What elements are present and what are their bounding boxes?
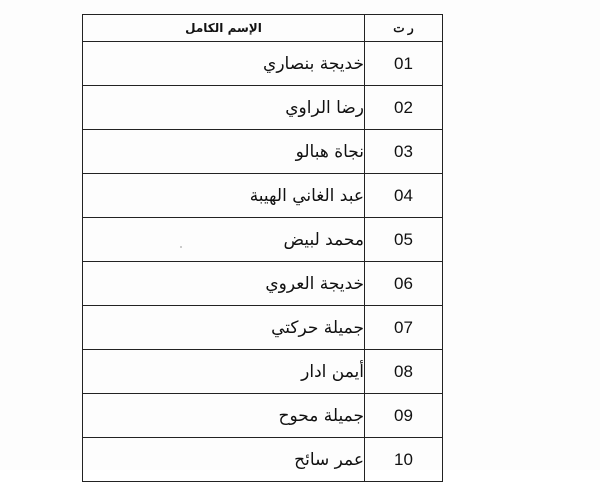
table-row [83, 130, 443, 174]
row-full-name: نجاة هبالو [83, 130, 365, 174]
column-header-number: ر ت [365, 15, 443, 42]
row-number: 08 [365, 350, 443, 394]
row-full-name: محمد لبيض [83, 218, 365, 262]
row-number: 09 [365, 394, 443, 438]
scan-speck [180, 246, 182, 248]
row-full-name: جميلة حركتي [83, 306, 365, 350]
table-header-row [83, 15, 443, 42]
table-row [83, 438, 443, 482]
row-full-name: عمر سائح [83, 438, 365, 482]
row-full-name: أيمن ادار [83, 350, 365, 394]
table-row [83, 350, 443, 394]
row-number: 10 [365, 438, 443, 482]
table-row [83, 306, 443, 350]
table-row [83, 262, 443, 306]
row-full-name: خديجة بنصاري [83, 42, 365, 86]
row-full-name: عبد الغاني الهيبة [83, 174, 365, 218]
column-header-full-name: الإسم الكامل [83, 15, 365, 42]
row-full-name: جميلة محوح [83, 394, 365, 438]
names-table [82, 14, 443, 482]
row-number: 04 [365, 174, 443, 218]
table-row [83, 86, 443, 130]
row-full-name: رضا الراوي [83, 86, 365, 130]
row-number: 06 [365, 262, 443, 306]
row-number: 05 [365, 218, 443, 262]
table-row [83, 394, 443, 438]
row-number: 07 [365, 306, 443, 350]
row-number: 01 [365, 42, 443, 86]
table-row [83, 218, 443, 262]
row-full-name: خديجة العروي [83, 262, 365, 306]
row-number: 02 [365, 86, 443, 130]
table-row [83, 42, 443, 86]
row-number: 03 [365, 130, 443, 174]
table-row [83, 174, 443, 218]
